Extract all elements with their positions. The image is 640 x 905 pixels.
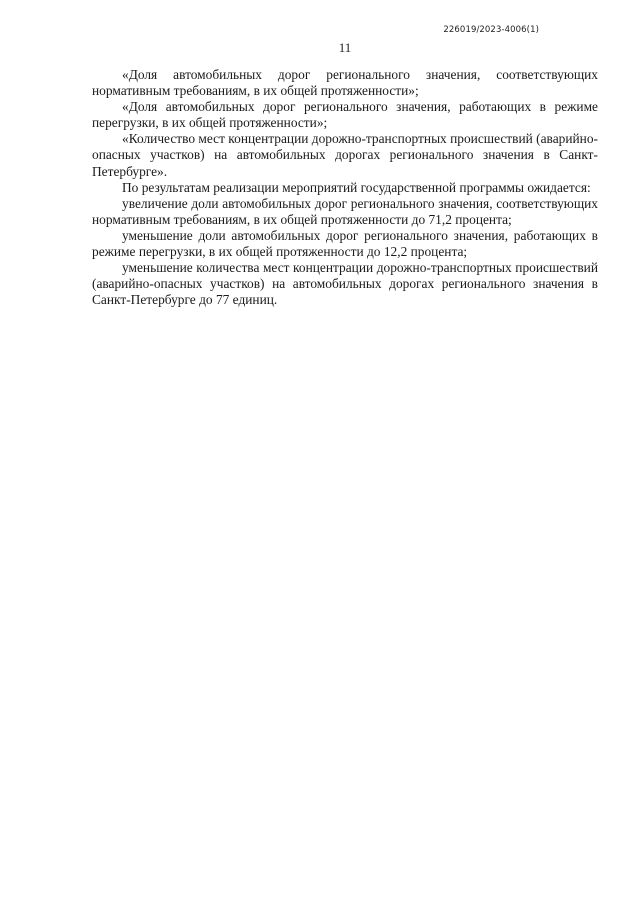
- paragraph-indicator-roads-overloaded: «Доля автомобильных дорог регионального значения, работающих в режиме перегрузки, в их общей протяженности»;: [92, 99, 598, 131]
- paragraph-expected-results-intro: По результатам реализации мероприятий государственной программы ожидается:: [122, 179, 591, 195]
- paragraph-result-accident-sites-decrease: уменьшение количества мест концентрации дорожно-транспортных происшествий (аварийно-опасных участков) на автомобильных дорогах регионального значения в Санкт-Петербурге до 77 единиц.: [92, 260, 598, 308]
- page-number: 11: [338, 40, 352, 55]
- paragraph-result-compliant-increase: увеличение доли автомобильных дорог регионального значения, соответствующих нормативным требованиям, в их общей протяженности до 71,2 процента;: [92, 195, 598, 227]
- document-id: 226019/2023-4006(1): [443, 25, 539, 35]
- paragraph-indicator-accident-sites: «Количество мест концентрации дорожно-транспортных происшествий (аварийно-опасных участков) на автомобильных дорогах регионального значения в Санкт-Петербурге».: [92, 131, 598, 179]
- paragraph-indicator-roads-compliant: «Доля автомобильных дорог регионального значения, соответствующих нормативным требованиям, в их общей протяженности»;: [92, 67, 598, 99]
- document-body: [92, 67, 598, 308]
- paragraph-result-overload-decrease: уменьшение доли автомобильных дорог регионального значения, работающих в режиме перегрузки, в их общей протяженности до 12,2 процента;: [92, 227, 598, 260]
